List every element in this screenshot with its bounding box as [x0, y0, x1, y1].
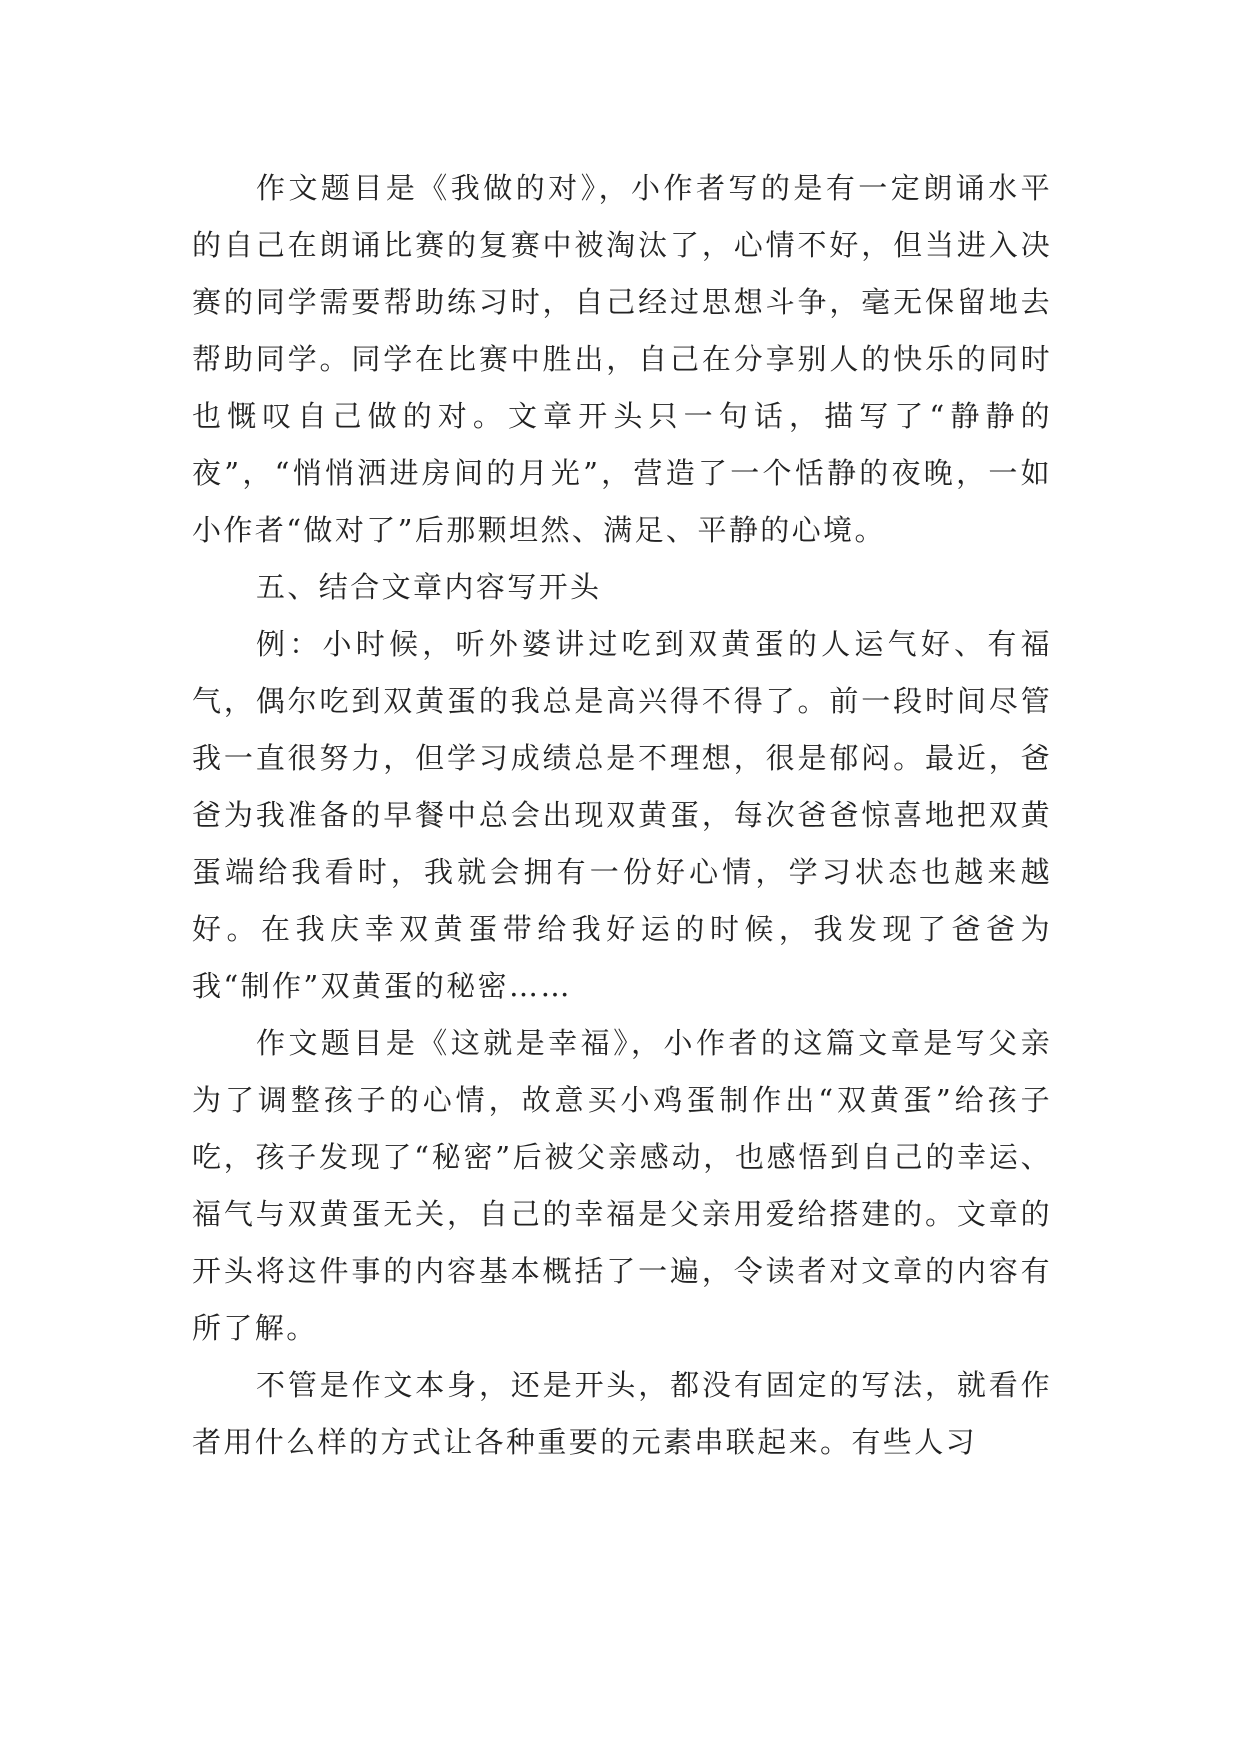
section-heading: 五、结合文章内容写开头 — [256, 570, 602, 604]
paragraph-essay-analysis-1: 作文题目是《我做的对》，小作者写的是有一定朗诵水平的自己在朗诵比赛的复赛中被淘汰了，心情不好，但当进入决赛的同学需要帮助练习时，自己经过思想斗争，毫无保留地去帮助同学。同学在比赛中胜出，自己在分享别人的快乐的同时也慨叹自己做的对。文章开头只一句话，描写了“静静的夜”，“悄悄洒进房间的月光”，营造了一个恬静的夜晚，一如小作者“做对了”后那颗坦然、满足、平静的心境。 — [192, 171, 1052, 547]
paragraph-essay-analysis-2: 作文题目是《这就是幸福》，小作者的这篇文章是写父亲为了调整孩子的心情，故意买小鸡蛋制作出“双黄蛋”给孩子吃，孩子发现了“秘密”后被父亲感动，也感悟到自己的幸运、福气与双黄蛋无关，自己的幸福是父亲用爱给搭建的。文章的开头将这件事的内容基本概括了一遍，令读者对文章的内容有所了解。 — [192, 1026, 1052, 1345]
body-text — [192, 160, 1052, 1471]
paragraph-example: 例：小时候，听外婆讲过吃到双黄蛋的人运气好、有福气，偶尔吃到双黄蛋的我总是高兴得不得了。前一段时间尽管我一直很努力，但学习成绩总是不理想，很是郁闷。最近，爸爸为我准备的早餐中总会出现双黄蛋，每次爸爸惊喜地把双黄蛋端给我看时，我就会拥有一份好心情，学习状态也越来越好。在我庆幸双黄蛋带给我好运的时候，我发现了爸爸为我“制作”双黄蛋的秘密…… — [192, 627, 1052, 1003]
paragraph-conclusion: 不管是作文本身，还是开头，都没有固定的写法，就看作者用什么样的方式让各种重要的元素串联起来。有些人习 — [192, 1368, 1052, 1459]
